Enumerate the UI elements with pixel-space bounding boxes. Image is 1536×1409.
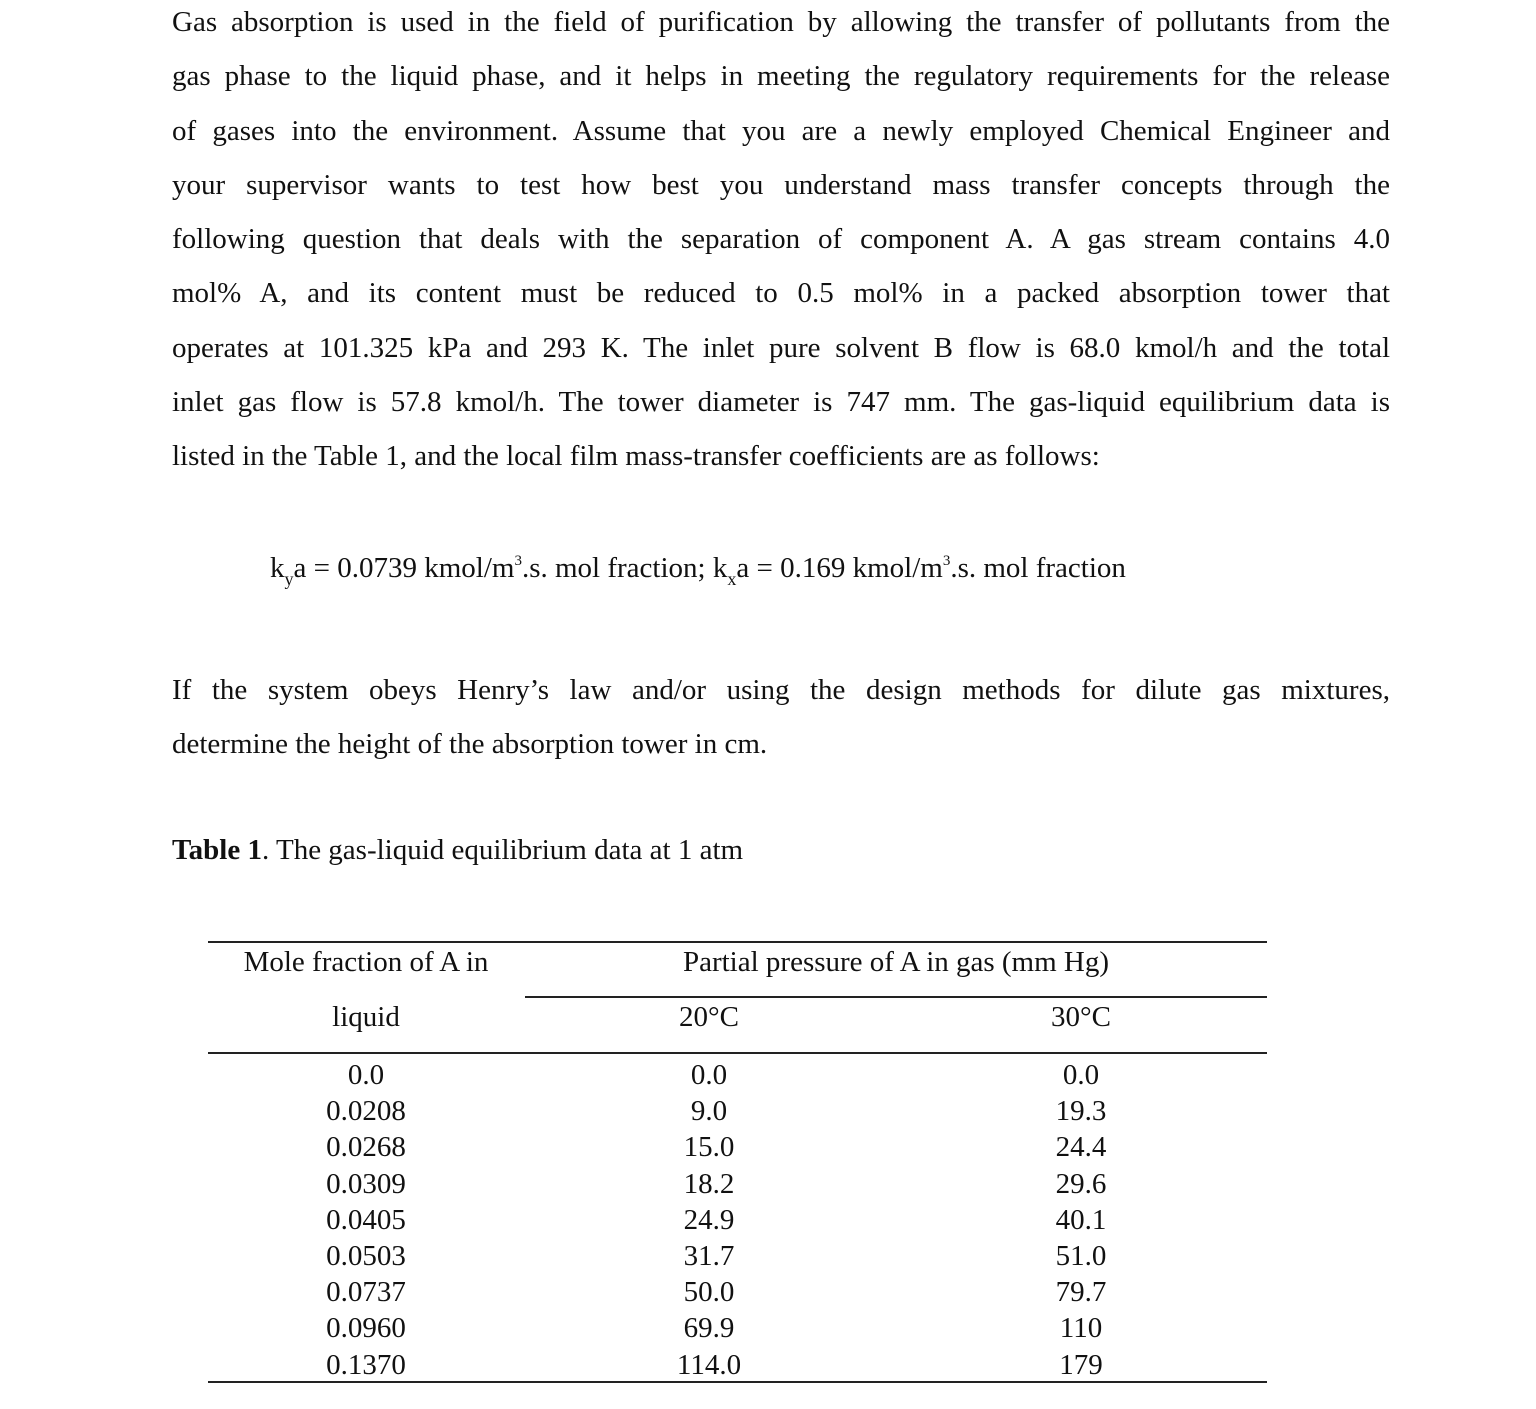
table-cell: 0.0	[690, 1059, 728, 1091]
table-sub-rule	[525, 996, 1267, 998]
text-line: If the system obeys Henry’s law and/or using the design methods for dilute gas mixtures,	[172, 674, 1390, 706]
table-header-rule	[208, 1052, 1267, 1054]
table-cell: 114.0	[676, 1348, 742, 1381]
table-cell: 0.0208	[326, 1095, 406, 1128]
table-cell: 79.7	[1055, 1276, 1107, 1309]
header-20c: 20°C	[679, 1001, 739, 1033]
text-line: operates at 101.325 kPa and 293 K. The inlet pure solvent B flow is 68.0 kmol/h and the total	[172, 331, 1390, 364]
table-cell: 0.0309	[326, 1167, 406, 1200]
table-cell: 15.0	[683, 1131, 735, 1164]
problem-paragraph	[172, 0, 1390, 489]
text-line: your supervisor wants to test how best you understand mass transfer concepts through the	[172, 168, 1390, 201]
table-cell: 0.0	[347, 1059, 385, 1091]
table-cell: 9.0	[690, 1095, 728, 1128]
table-cell: 0.0268	[326, 1131, 406, 1164]
table-cell: 0.0737	[326, 1276, 406, 1309]
question-paragraph	[172, 668, 1390, 777]
text-line: inlet gas flow is 57.8 kmol/h. The tower diameter is 747 mm. The gas-liquid equilibrium data is	[172, 386, 1390, 419]
table-cell: 19.3	[1055, 1095, 1107, 1128]
text-line: determine the height of the absorption tower in cm.	[172, 728, 768, 761]
table-cell: 31.7	[683, 1240, 735, 1272]
table-cell: 0.0503	[326, 1240, 406, 1272]
table-cell: 179	[1059, 1348, 1103, 1381]
table-top-rule	[208, 941, 1267, 943]
text-line: listed in the Table 1, and the local film mass-transfer coefficients are as follows:	[172, 440, 1100, 473]
text-line: mol% A, and its content must be reduced to 0.5 mol% in a packed absorption tower that	[172, 277, 1390, 310]
table-caption: Table 1. The gas-liquid equilibrium data at 1 atm	[172, 834, 744, 866]
table-cell: 0.1370	[326, 1348, 406, 1381]
table-cell: 24.4	[1055, 1131, 1107, 1164]
table-cell: 69.9	[683, 1312, 735, 1345]
table-cell: 29.6	[1055, 1167, 1107, 1200]
text-line: Gas absorption is used in the field of purification by allowing the transfer of pollutants from the	[172, 6, 1390, 38]
text-line: of gases into the environment. Assume that you are a newly employed Chemical Engineer and	[172, 114, 1390, 147]
table-cell: 0.0405	[326, 1203, 406, 1236]
table-cell: 110	[1059, 1312, 1103, 1345]
table-cell: 18.2	[683, 1167, 735, 1200]
table-cell: 0.0960	[326, 1312, 406, 1345]
header-liquid: liquid	[332, 1001, 400, 1033]
header-partial-pressure: Partial pressure of A in gas (mm Hg)	[682, 946, 1110, 978]
table-cell: 51.0	[1055, 1240, 1107, 1272]
header-mole-fraction: Mole fraction of A in	[243, 946, 489, 978]
table-cell: 24.9	[683, 1203, 735, 1236]
table-cell: 50.0	[683, 1276, 735, 1309]
table-cell: 0.0	[1062, 1059, 1100, 1091]
table-cell: 40.1	[1055, 1203, 1107, 1236]
text-line: following question that deals with the separation of component A. A gas stream contains 4.0	[172, 223, 1390, 256]
mass-transfer-coefficients: $k_ya = 0.0739$ kmol/$m^3.s$. mol fraction; $k_xa = 0.169$ kmol/$m^3.s$. mol fraction	[270, 552, 1126, 589]
header-30c: 30°C	[1051, 1001, 1111, 1033]
text-line: gas phase to the liquid phase, and it helps in meeting the regulatory requirements for the release	[172, 60, 1390, 93]
